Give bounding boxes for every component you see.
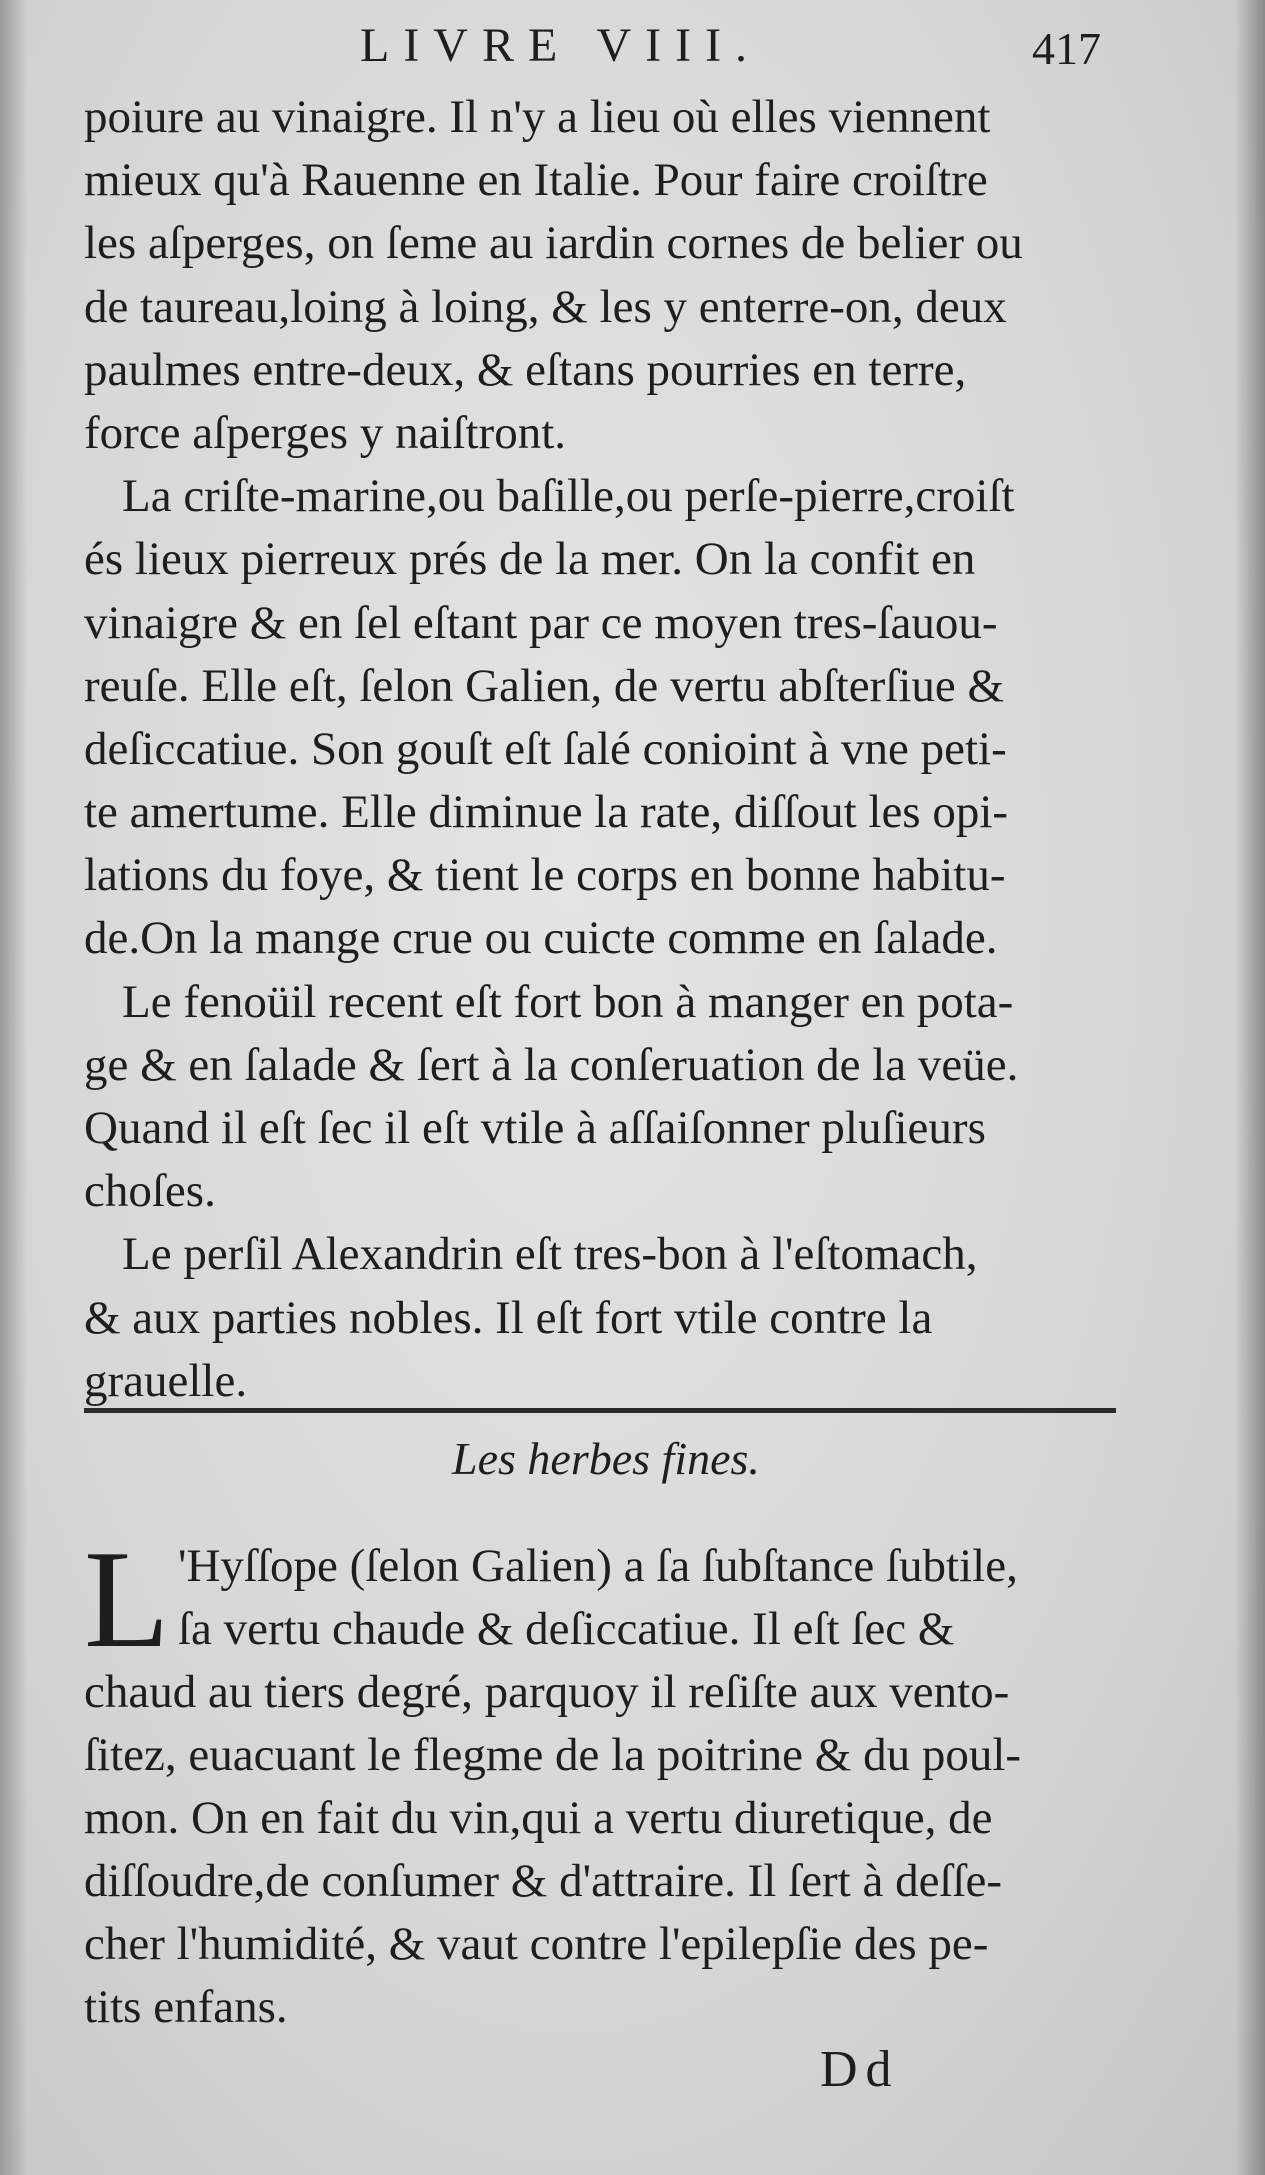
- text-line: Quand il eſt ſec il eſt vtile à aſſaiſonner pluſieurs: [84, 1102, 986, 1154]
- section-title: Les herbes fines.: [452, 1433, 760, 1484]
- drop-cap: L: [84, 1522, 170, 1677]
- text-line: ge & en ſalade & ſert à la conſeruation de la veüe.: [84, 1038, 1019, 1091]
- section-text-line: chaud au tiers degré, parquoy il reſiſte aux vento-: [84, 1666, 1010, 1718]
- text-line: grauelle.: [84, 1354, 248, 1407]
- text-line: vinaigre & en ſel eſtant par ce moyen tres-ſauou-: [84, 596, 998, 649]
- page-edge-shadow-left: [0, 0, 28, 2175]
- section-text-line: cher l'humidité, & vaut contre l'epilepſie des pe-: [84, 1918, 989, 1970]
- section-text-line: ſa vertu chaude & deſiccatiue. Il eſt ſec &: [178, 1603, 955, 1655]
- page-edge-shadow-right: [1235, 0, 1265, 2175]
- running-head: LIVRE VIII.: [360, 19, 762, 72]
- section-text-line: mon. On en fait du vin,qui a vertu diuretique, de: [84, 1792, 993, 1844]
- text-line: choſes.: [84, 1165, 216, 1218]
- text-line: deſiccatiue. Son gouſt eſt ſalé conioint à vne peti-: [84, 722, 1007, 775]
- text-line: force aſperges y naiſtront.: [84, 406, 567, 459]
- text-line: poiure au vinaigre. Il n'y a lieu où elles viennent: [84, 91, 991, 143]
- section-text-line: tits enfans.: [84, 1981, 288, 2033]
- text-line: reuſe. Elle eſt, ſelon Galien, de vertu abſterſiue &: [84, 659, 1005, 712]
- section-rule: [84, 1408, 1116, 1413]
- text-line: & aux parties nobles. Il eſt fort vtile contre la: [84, 1291, 933, 1344]
- section-text-line: ſitez, euacuant le flegme de la poitrine & du poul-: [84, 1729, 1022, 1781]
- main-text-block: [84, 86, 1144, 1413]
- text-line: Le fenoüil recent eſt fort bon à manger en pota-: [122, 975, 1014, 1028]
- text-line: paulmes entre-deux, & eſtans pourries en terre,: [84, 343, 967, 396]
- text-line: te amertume. Elle diminue la rate, diſſout les opi-: [84, 786, 1009, 839]
- text-line: de taureau,loing à loing, & les y enterre-on, deux: [84, 280, 1007, 333]
- text-line: les aſperges, on ſeme au iardin cornes de belier ou: [84, 217, 1023, 270]
- text-line: lations du foye, & tient le corps en bonne habitu-: [84, 849, 1006, 902]
- page-number: 417: [1032, 23, 1101, 74]
- text-line: de.On la mange crue ou cuicte comme en ſalade.: [84, 912, 998, 965]
- text-line: La criſte-marine,ou baſille,ou perſe-pierre,croiſt: [122, 470, 1015, 523]
- section-text-line: diſſoudre,de conſumer & d'attraire. Il ſert à deſſe-: [84, 1855, 1003, 1907]
- text-line: és lieux pierreux prés de la mer. On la confit en: [84, 533, 976, 586]
- section-text-block: [84, 1522, 1144, 2039]
- section-text-line: 'Hyſſope (ſelon Galien) a ſa ſubſtance ſubtile,: [178, 1540, 1018, 1592]
- signature-mark: Dd: [820, 2041, 900, 2098]
- text-line: mieux qu'à Rauenne en Italie. Pour faire croiſtre: [84, 154, 988, 207]
- text-line: Le perſil Alexandrin eſt tres-bon à l'eſtomach,: [122, 1228, 978, 1281]
